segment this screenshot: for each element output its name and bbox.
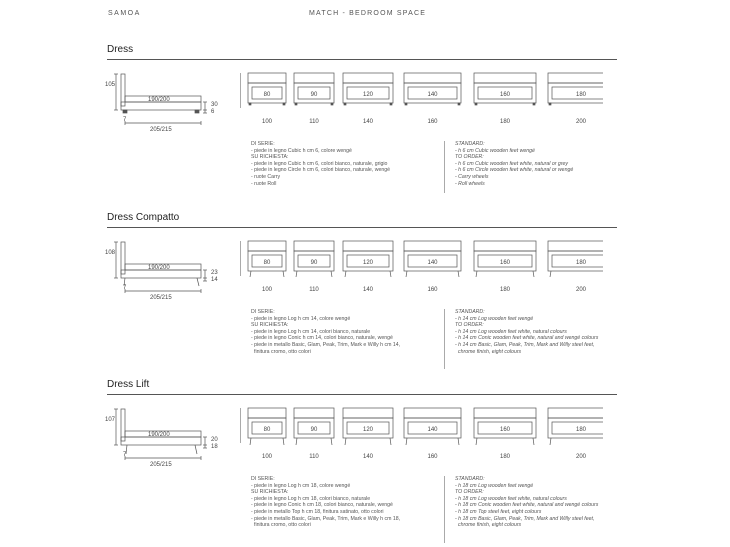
notes-item: - piede in legno Circle h cm 6, colori bianco, naturale, wengé	[251, 167, 390, 174]
mattress-size-label: 190/200	[148, 432, 170, 438]
notes-order-heading: SU RICHIESTA:	[251, 489, 289, 496]
size-option	[294, 408, 334, 460]
notes-item: - piede in legno Cubic h cm 6, colore wengé	[251, 147, 352, 154]
section-title: Dress Lift	[107, 379, 150, 390]
bed-height-label: 108	[105, 250, 116, 256]
inner-width-label: 90	[310, 260, 318, 266]
notes-item: - piede in legno Conic h cm 14, colori bianco, naturale, wengé	[251, 335, 393, 342]
notes-item: finitura cromo, otto colori	[254, 522, 311, 529]
inner-width-label: 120	[362, 92, 374, 98]
notes-item: - h 18 cm Log wooden feet wengé	[455, 482, 534, 489]
notes-item: - piede in legno Log h cm 14, colore wengé	[251, 315, 351, 322]
size-option	[343, 408, 393, 460]
inner-width-label: 180	[575, 260, 587, 266]
notes-item: - ruote Carry	[251, 173, 281, 180]
notes-item: - h 18 cm Conic wooden feet white, natural and wengé colours	[455, 502, 599, 509]
size-options	[243, 406, 603, 464]
outer-width-label: 110	[309, 454, 319, 460]
foot-offset-label: 7	[123, 285, 127, 291]
notes-english	[455, 141, 625, 187]
size-option	[248, 241, 286, 293]
outer-width-label: 140	[362, 287, 374, 293]
bed-side-view	[105, 407, 235, 469]
size-option	[404, 241, 461, 293]
bed-side-view	[105, 240, 235, 302]
column-divider	[240, 241, 241, 276]
notes-item: - h 6 cm Cubic wooden feet white, natural or grey	[455, 160, 569, 167]
notes-item: - h 18 cm Top steel feet, eight colours	[455, 508, 542, 515]
foot-offset-label: 7	[123, 452, 127, 458]
size-options	[243, 239, 603, 297]
outer-width-label: 160	[427, 454, 438, 460]
inner-width-label: 120	[362, 260, 374, 266]
notes-item: - piede in metallo Top h cm 18, finitura satinato, otto colori	[251, 508, 384, 515]
notes-item: - h 14 cm Log wooden feet white, natural colours	[455, 328, 567, 335]
frame-height-label: 23	[211, 270, 218, 276]
notes-divider	[444, 309, 445, 369]
notes-order-heading: SU RICHIESTA:	[251, 154, 289, 161]
size-option	[294, 241, 334, 293]
mattress-size-label: 190/200	[148, 265, 170, 271]
frame-height-label: 20	[211, 437, 218, 443]
bed-length-label: 205/215	[150, 127, 172, 133]
notes-standard-heading: DI SERIE:	[251, 141, 275, 147]
notes-item: - piede in metallo Basic, Glam, Peak, Trim, Mark e Willy h cm 14,	[251, 341, 401, 348]
bed-height-label: 105	[105, 82, 116, 88]
notes-item: - piede in legno Log h cm 14, colori bianco, naturale	[251, 328, 371, 335]
size-option	[404, 408, 461, 460]
notes-order-heading: TO ORDER:	[455, 322, 484, 329]
notes-item: - h 18 cm Basic, Glam, Peak, Trim, Mark and Willy steel feet,	[455, 515, 595, 522]
size-option	[248, 408, 286, 460]
notes-divider	[444, 141, 445, 193]
section-rule	[107, 59, 617, 60]
notes-item: - piede in legno Cubic h cm 6, colori bianco, naturale, grigio	[251, 160, 388, 167]
size-option	[343, 73, 393, 125]
inner-width-label: 120	[362, 427, 374, 433]
column-divider	[240, 73, 241, 108]
notes-italian	[251, 309, 451, 355]
notes-item: - Roll wheels	[455, 180, 485, 187]
notes-order-heading: TO ORDER:	[455, 154, 484, 161]
size-option	[474, 408, 536, 460]
column-divider	[240, 408, 241, 443]
notes-item: chrome finish, eight colours	[458, 348, 522, 355]
outer-width-label: 200	[575, 287, 587, 293]
section-title: Dress	[107, 44, 134, 55]
notes-standard-heading: STANDARD:	[455, 476, 485, 482]
size-option	[548, 241, 603, 293]
bed-frame	[121, 102, 201, 110]
outer-width-label: 160	[427, 287, 438, 293]
notes-item: - h 18 cm Log wooden feet white, natural colours	[455, 495, 567, 502]
size-option	[404, 73, 461, 125]
size-option	[343, 241, 393, 293]
page-title: MATCH - BEDROOM SPACE	[309, 10, 427, 17]
notes-item: - h 14 cm Conic wooden feet white, natural and wengé colours	[455, 335, 599, 342]
notes-item: - h 14 cm Basic, Glam, Peak, Trim, Mark and Willy steel feet,	[455, 341, 595, 348]
headboard	[121, 242, 125, 274]
outer-width-label: 180	[499, 119, 511, 125]
inner-width-label: 140	[427, 260, 438, 266]
inner-width-label: 140	[427, 427, 438, 433]
frame-height-label: 30	[211, 102, 218, 108]
bed-frame	[121, 437, 201, 445]
outer-width-label: 100	[261, 454, 273, 460]
notes-standard-heading: STANDARD:	[455, 141, 485, 147]
notes-standard-heading: DI SERIE:	[251, 476, 275, 482]
inner-width-label: 160	[499, 92, 511, 98]
section-title: Dress Compatto	[107, 212, 180, 223]
inner-width-label: 80	[263, 427, 271, 433]
notes-english	[455, 309, 625, 355]
notes-standard-heading: STANDARD:	[455, 309, 485, 315]
notes-item: - piede in metallo Basic, Glam, Peak, Trim, Mark e Willy h cm 18,	[251, 515, 401, 522]
notes-italian	[251, 141, 451, 187]
headboard	[121, 74, 125, 106]
bed-side-view	[105, 72, 235, 134]
bed-length-label: 205/215	[150, 295, 172, 301]
notes-standard-heading: DI SERIE:	[251, 309, 275, 315]
notes-order-heading: SU RICHIESTA:	[251, 322, 289, 329]
inner-width-label: 180	[575, 92, 587, 98]
outer-width-label: 200	[575, 119, 587, 125]
inner-width-label: 90	[310, 427, 318, 433]
outer-width-label: 110	[309, 287, 319, 293]
notes-italian	[251, 476, 451, 529]
size-option	[548, 73, 603, 125]
leg-height-label: 14	[211, 277, 218, 283]
foot-offset-label: 7	[123, 117, 127, 123]
size-options	[243, 71, 603, 129]
notes-item: - piede in legno Log h cm 18, colore wengé	[251, 482, 351, 489]
size-option	[294, 73, 334, 125]
notes-order-heading: TO ORDER:	[455, 489, 484, 496]
outer-width-label: 110	[309, 119, 319, 125]
notes-item: - h 14 cm Log wooden feet wengé	[455, 315, 534, 322]
size-option	[248, 73, 286, 125]
inner-width-label: 160	[499, 260, 511, 266]
outer-width-label: 200	[575, 454, 587, 460]
notes-item: - piede in legno Log h cm 18, colori bianco, naturale	[251, 495, 371, 502]
section-rule	[107, 227, 617, 228]
brand-name: SAMOA	[108, 10, 141, 17]
inner-width-label: 180	[575, 427, 587, 433]
notes-item: chrome finish, eight colours	[458, 522, 522, 529]
notes-item: - ruote Roll	[251, 180, 277, 187]
notes-item: - Carry wheels	[455, 173, 489, 180]
size-option	[548, 408, 603, 460]
inner-width-label: 140	[427, 92, 438, 98]
inner-width-label: 160	[499, 427, 511, 433]
mattress-size-label: 190/200	[148, 97, 170, 103]
inner-width-label: 90	[310, 92, 318, 98]
bed-frame	[121, 270, 201, 278]
notes-item: finitura cromo, otto colori	[254, 348, 311, 355]
size-option	[474, 73, 536, 125]
notes-item: - h 6 cm Circle wooden feet white, natural or wengé	[455, 167, 574, 174]
inner-width-label: 80	[263, 92, 271, 98]
bed-length-label: 205/215	[150, 462, 172, 468]
bed-height-label: 107	[105, 417, 116, 423]
outer-width-label: 100	[261, 119, 273, 125]
size-option	[474, 241, 536, 293]
notes-english	[455, 476, 625, 529]
outer-width-label: 180	[499, 287, 511, 293]
section-rule	[107, 394, 617, 395]
outer-width-label: 140	[362, 119, 374, 125]
inner-width-label: 80	[263, 260, 271, 266]
headboard	[121, 409, 125, 441]
notes-item: - piede in legno Conic h cm 18, colori bianco, naturale, wengé	[251, 502, 393, 509]
notes-divider	[444, 476, 445, 543]
outer-width-label: 140	[362, 454, 374, 460]
outer-width-label: 160	[427, 119, 438, 125]
notes-item: - h 6 cm Cubic wooden feet wengé	[455, 147, 535, 154]
leg-height-label: 18	[211, 444, 218, 450]
outer-width-label: 100	[261, 287, 273, 293]
outer-width-label: 180	[499, 454, 511, 460]
leg-height-label: 6	[211, 109, 215, 115]
